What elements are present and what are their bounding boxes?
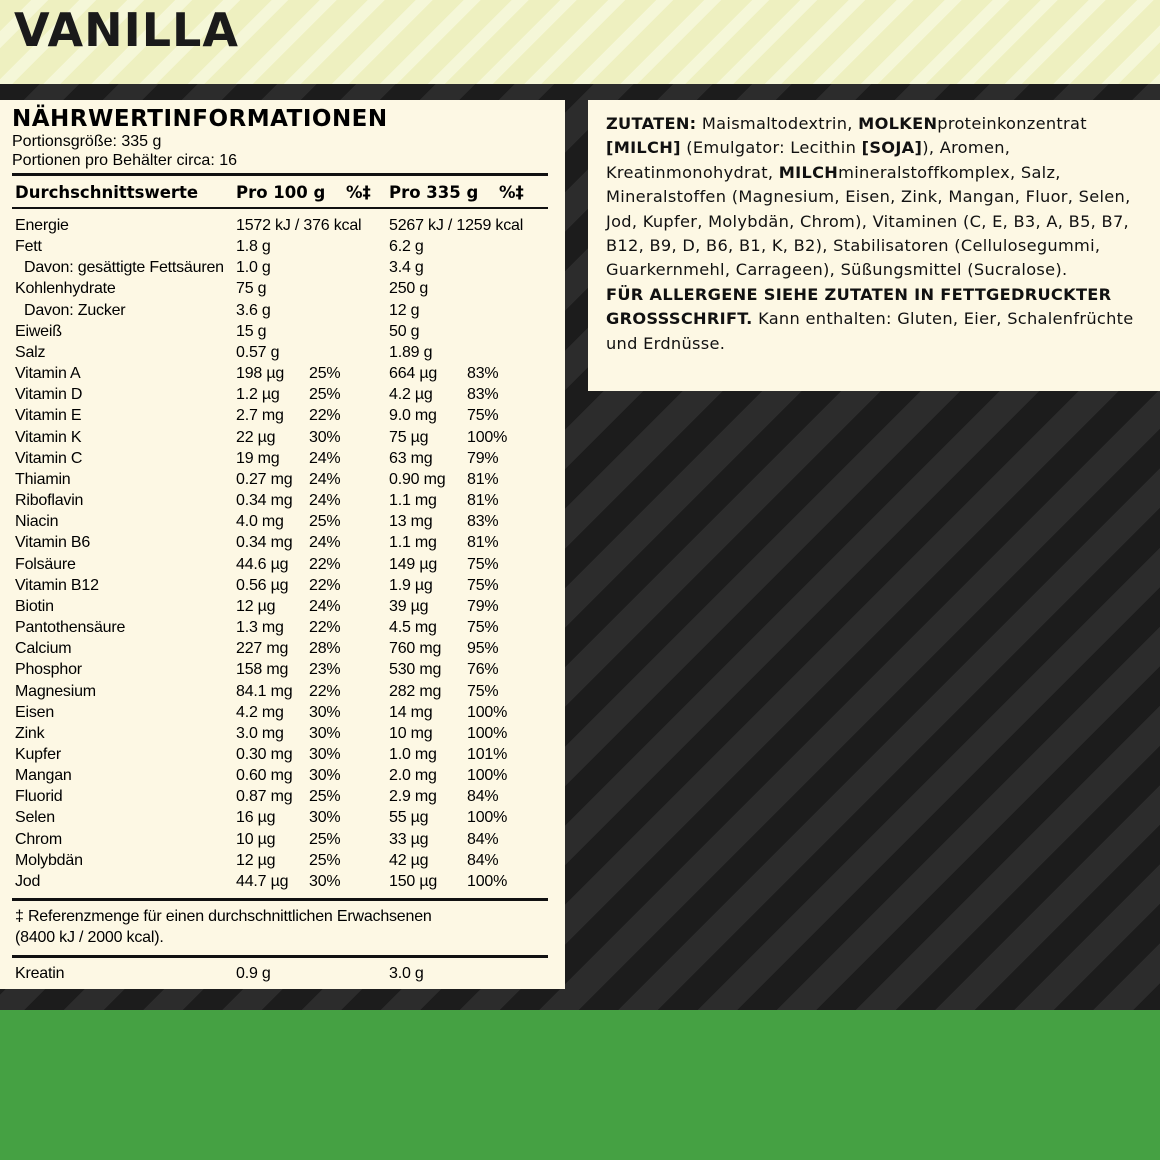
table-row: [0, 532, 565, 553]
rule-bottom: [12, 898, 548, 901]
table-row: [0, 342, 565, 363]
value-per100: 15 g: [236, 322, 267, 340]
percent-per100: 24%: [309, 492, 341, 510]
percent-per100: 30%: [309, 767, 341, 785]
kreatin-per100: 0.9 g: [236, 965, 271, 982]
percent-per100: 25%: [309, 830, 341, 848]
table-row: [0, 236, 565, 257]
percent-per335: 81%: [467, 492, 499, 510]
nutrient-name: Vitamin E: [15, 407, 82, 425]
nutrient-name: Vitamin K: [15, 428, 82, 446]
table-row: [0, 744, 565, 765]
value-per100: 19 mg: [236, 449, 280, 467]
table-row: [0, 363, 565, 384]
nutrient-name: Vitamin B6: [15, 534, 91, 552]
value-per100: 0.60 mg: [236, 767, 293, 785]
value-per100: 12 µg: [236, 597, 276, 615]
percent-per335: 95%: [467, 640, 499, 658]
percent-per335: 75%: [467, 682, 499, 700]
percent-per335: 75%: [467, 619, 499, 637]
value-per335: 0.90 mg: [389, 470, 446, 488]
table-row: [0, 215, 565, 236]
percent-per100: 30%: [309, 703, 341, 721]
percent-per100: 30%: [309, 428, 341, 446]
footnote-line-2: (8400 kJ / 2000 kcal).: [15, 929, 164, 946]
percent-per335: 100%: [467, 724, 508, 742]
value-per335: 4.2 µg: [389, 386, 433, 404]
table-row: [0, 300, 565, 321]
nutrient-name: Jod: [15, 872, 41, 890]
value-per100: 2.7 mg: [236, 407, 284, 425]
value-per335: 14 mg: [389, 703, 433, 721]
percent-per100: 30%: [309, 872, 341, 890]
percent-per100: 25%: [309, 788, 341, 806]
nutrient-name: Riboflavin: [15, 492, 84, 510]
value-per100: 1572 kJ / 376 kcal: [236, 217, 362, 234]
nutrient-name: Chrom: [15, 830, 63, 848]
value-per100: 3.0 mg: [236, 724, 284, 742]
table-row: [0, 554, 565, 575]
value-per100: 1.0 g: [236, 259, 271, 277]
value-per100: 84.1 mg: [236, 682, 293, 700]
value-per335: 63 mg: [389, 449, 433, 467]
value-per100: 10 µg: [236, 830, 276, 848]
value-per335: 3.4 g: [389, 259, 424, 277]
value-per335: 50 g: [389, 322, 420, 340]
value-per100: 158 mg: [236, 661, 289, 679]
header-pct335: %‡: [499, 183, 524, 202]
table-row: [0, 427, 565, 448]
value-per335: 6.2 g: [389, 238, 424, 256]
table-row: [0, 807, 565, 828]
nutrient-name: Phosphor: [15, 661, 82, 679]
nutrient-name: Selen: [15, 809, 55, 827]
table-row: [0, 850, 565, 871]
table-row: [0, 596, 565, 617]
nutrient-name: Vitamin B12: [15, 576, 99, 594]
table-row: [0, 384, 565, 405]
table-row: [0, 490, 565, 511]
nutrient-name: Niacin: [15, 513, 59, 531]
ingredient-bold-segment: [MILCH]: [606, 138, 681, 158]
percent-per335: 100%: [467, 809, 508, 827]
value-per100: 0.27 mg: [236, 470, 293, 488]
table-row: [0, 829, 565, 850]
header-pct100: %‡: [346, 183, 371, 202]
percent-per335: 83%: [467, 513, 499, 531]
percent-per335: 76%: [467, 661, 499, 679]
percent-per335: 75%: [467, 407, 499, 425]
value-per335: 55 µg: [389, 809, 429, 827]
percent-per335: 75%: [467, 576, 499, 594]
nutrient-name: Calcium: [15, 640, 72, 658]
value-per335: 2.9 mg: [389, 788, 437, 806]
nutrient-name: Biotin: [15, 597, 54, 615]
table-row: [0, 765, 565, 786]
rule-top: [12, 173, 548, 176]
value-per335: 4.5 mg: [389, 619, 437, 637]
value-per335: 664 µg: [389, 365, 438, 383]
serving-size: Portionsgröße: 335 g: [12, 133, 162, 150]
table-row: [0, 681, 565, 702]
value-per335: 13 mg: [389, 513, 433, 531]
percent-per100: 30%: [309, 809, 341, 827]
percent-per335: 79%: [467, 597, 499, 615]
percent-per335: 84%: [467, 788, 499, 806]
value-per100: 12 µg: [236, 851, 276, 869]
value-per100: 198 µg: [236, 365, 285, 383]
value-per100: 4.0 mg: [236, 513, 284, 531]
ingredient-segment: proteinkonzentrat: [937, 114, 1087, 133]
percent-per335: 100%: [467, 428, 508, 446]
percent-per100: 24%: [309, 470, 341, 488]
table-row: [0, 638, 565, 659]
table-row: [0, 786, 565, 807]
table-row: [0, 257, 565, 278]
value-per335: 1.9 µg: [389, 576, 433, 594]
percent-per335: 83%: [467, 365, 499, 383]
percent-per100: 30%: [309, 746, 341, 763]
percent-per100: 24%: [309, 449, 341, 467]
value-per100: 227 mg: [236, 640, 289, 658]
ingredient-segment: (Emulgator: Lecithin: [680, 138, 862, 158]
value-per100: 1.2 µg: [236, 386, 280, 404]
ingredient-bold-segment: [SOJA]: [861, 138, 923, 158]
nutrient-name: Fett: [15, 238, 42, 256]
nutrient-name: Energie: [15, 217, 69, 234]
percent-per100: 25%: [309, 851, 341, 869]
nutrient-name: Mangan: [15, 767, 72, 785]
value-per335: 75 µg: [389, 428, 429, 446]
value-per100: 0.87 mg: [236, 788, 293, 806]
nutrient-name: Zink: [15, 724, 45, 742]
footnote: [15, 906, 432, 948]
nutrient-name: Kupfer: [15, 746, 61, 763]
table-row: [0, 448, 565, 469]
percent-per100: 25%: [309, 386, 341, 404]
value-per335: 1.1 mg: [389, 534, 437, 552]
nutrient-name: Vitamin D: [15, 386, 83, 404]
table-row: [0, 278, 565, 299]
percent-per100: 22%: [309, 682, 341, 700]
table-row: [0, 659, 565, 680]
table-row: [0, 469, 565, 490]
ingredient-bold-segment: MOLKEN: [858, 114, 938, 133]
value-per100: 1.8 g: [236, 238, 271, 256]
percent-per100: 24%: [309, 534, 341, 552]
value-per335: 150 µg: [389, 872, 438, 890]
flavor-title: VANILLA: [14, 3, 239, 57]
value-per335: 282 mg: [389, 682, 442, 700]
table-row: [0, 575, 565, 596]
table-row: [0, 321, 565, 342]
nutrient-name: Eisen: [15, 703, 55, 721]
value-per100: 44.7 µg: [236, 872, 289, 890]
percent-per335: 100%: [467, 703, 508, 721]
nutrient-name: Magnesium: [15, 682, 96, 700]
nutrition-heading: NÄHRWERTINFORMATIONEN: [12, 106, 388, 132]
value-per100: 44.6 µg: [236, 555, 289, 573]
kreatin-name: Kreatin: [15, 965, 65, 982]
nutrient-name: Vitamin A: [15, 365, 81, 383]
nutrient-name: Salz: [15, 343, 46, 361]
rule-header: [12, 207, 548, 209]
ingredients-text: [606, 112, 1146, 356]
value-per335: 530 mg: [389, 661, 442, 679]
table-row: [0, 405, 565, 426]
percent-per100: 23%: [309, 661, 341, 679]
table-row: [0, 702, 565, 723]
percent-per100: 22%: [309, 576, 341, 594]
percent-per100: 30%: [309, 724, 341, 742]
value-per100: 75 g: [236, 280, 267, 298]
value-per100: 0.57 g: [236, 343, 280, 361]
ingredient-segment: Kann enthalten: Gluten, Eier, Schalenfrüchte und Erdnüsse.: [606, 309, 1134, 353]
percent-per100: 22%: [309, 555, 341, 573]
value-per335: 39 µg: [389, 597, 429, 615]
servings-per-container: Portionen pro Behälter circa: 16: [12, 152, 238, 169]
value-per335: 12 g: [389, 301, 420, 319]
nutrient-name: Davon: Zucker: [24, 301, 126, 319]
value-per100: 22 µg: [236, 428, 276, 446]
kreatin-per335: 3.0 g: [389, 965, 424, 982]
percent-per100: 28%: [309, 640, 341, 658]
value-per335: 1.89 g: [389, 343, 433, 361]
nutrient-name: Folsäure: [15, 555, 76, 573]
percent-per335: 101%: [467, 746, 508, 763]
percent-per100: 24%: [309, 597, 341, 615]
percent-per100: 22%: [309, 619, 341, 637]
header-per100: Pro 100 g: [236, 183, 326, 202]
header-name: Durchschnittswerte: [15, 183, 199, 202]
value-per335: 10 mg: [389, 724, 433, 742]
nutrient-name: Thiamin: [15, 470, 71, 488]
percent-per335: 75%: [467, 555, 499, 573]
value-per100: 0.56 µg: [236, 576, 289, 594]
percent-per335: 100%: [467, 872, 508, 890]
value-per335: 250 g: [389, 280, 429, 298]
table-row: [0, 511, 565, 532]
value-per335: 42 µg: [389, 851, 429, 869]
value-per335: 33 µg: [389, 830, 429, 848]
table-row: [0, 617, 565, 638]
nutrient-name: Pantothensäure: [15, 619, 126, 637]
value-per100: 0.34 mg: [236, 492, 293, 510]
ingredient-segment: ), Aromen, Kreatinmonohydrat,: [606, 138, 1011, 182]
nutrient-name: Kohlenhydrate: [15, 280, 116, 298]
percent-per335: 83%: [467, 386, 499, 404]
nutrient-name: Vitamin C: [15, 449, 83, 467]
nutrient-name: Eiweiß: [15, 322, 62, 340]
percent-per100: 25%: [309, 365, 341, 383]
value-per335: 2.0 mg: [389, 767, 437, 785]
value-per335: 9.0 mg: [389, 407, 437, 425]
value-per100: 1.3 mg: [236, 619, 284, 637]
percent-per335: 84%: [467, 830, 499, 848]
value-per100: 0.34 mg: [236, 534, 293, 552]
percent-per335: 81%: [467, 534, 499, 552]
value-per335: 760 mg: [389, 640, 442, 658]
percent-per100: 22%: [309, 407, 341, 425]
percent-per100: 25%: [309, 513, 341, 531]
value-per335: 1.0 mg: [389, 746, 437, 763]
ingredient-bold-segment: MILCH: [778, 162, 839, 182]
value-per335: 1.1 mg: [389, 492, 437, 510]
ingredient-segment: mineralstoffkomplex, Salz, Mineralstoffen (Magnesium, Eisen, Zink, Mangan, Fluor, Selen, Jod, Kupfer, Molybdän, Chrom), Vitaminen (C, E, B3, A, B5, B7, B12, B9, D, B6, B1, K, B2), Stabilisatoren (Cellulosegummi, Guarkernmehl, Carrageen), Süßungsmittel (Sucralose).: [606, 162, 1131, 280]
value-per335: 149 µg: [389, 555, 438, 573]
footnote-line-1: ‡ Referenzmenge für einen durchschnittlichen Erwachsenen: [15, 908, 432, 925]
value-per100: 16 µg: [236, 809, 276, 827]
rule-kreatin: [12, 955, 548, 958]
ingredient-bold-segment: FÜR ALLERGENE SIEHE ZUTATEN IN FETTGEDRUCKTER GROSSSCHRIFT.: [606, 284, 1112, 329]
value-per100: 3.6 g: [236, 301, 271, 319]
nutrient-name: Fluorid: [15, 788, 63, 806]
ingredient-bold-segment: ZUTATEN:: [606, 114, 697, 133]
bottom-green-band: [0, 1010, 1160, 1160]
percent-per335: 79%: [467, 449, 499, 467]
table-row: [0, 723, 565, 744]
value-per100: 4.2 mg: [236, 703, 284, 721]
percent-per335: 81%: [467, 470, 499, 488]
table-row: [0, 871, 565, 892]
percent-per335: 84%: [467, 851, 499, 869]
kreatin-row: [0, 963, 565, 984]
nutrient-name: Davon: gesättigte Fettsäuren: [24, 259, 224, 277]
nutrient-name: Molybdän: [15, 851, 83, 869]
header-per335: Pro 335 g: [389, 183, 479, 202]
value-per100: 0.30 mg: [236, 746, 293, 763]
ingredient-segment: Maismaltodextrin,: [696, 114, 859, 133]
percent-per335: 100%: [467, 767, 508, 785]
value-per335: 5267 kJ / 1259 kcal: [389, 217, 524, 234]
